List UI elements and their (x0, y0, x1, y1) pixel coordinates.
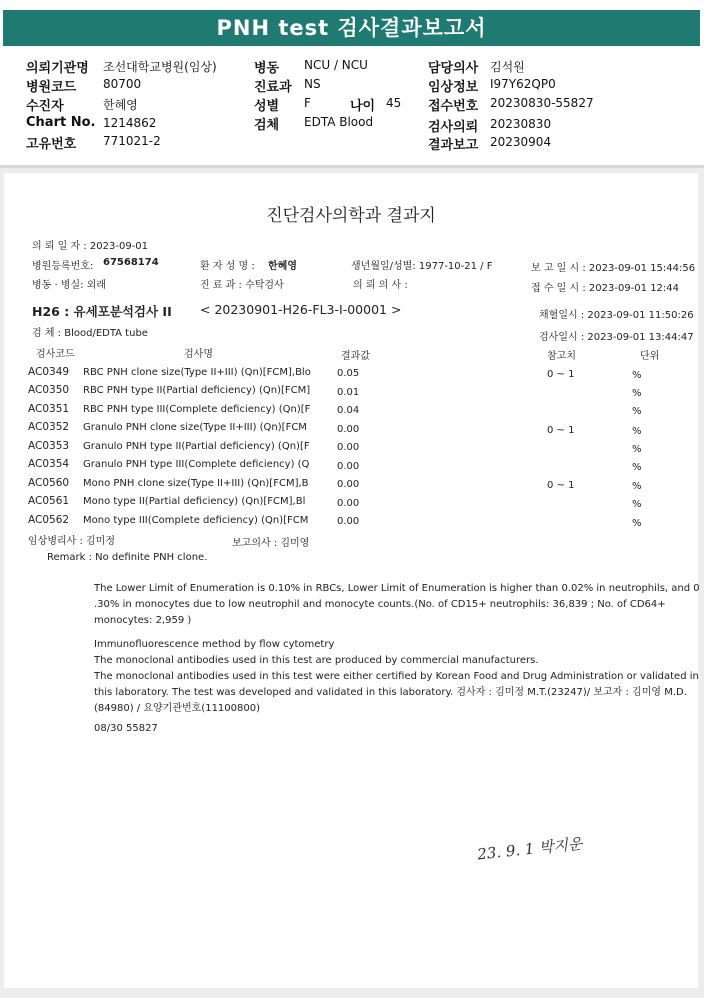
row-unit: % (632, 481, 642, 492)
row-unit: % (632, 518, 642, 529)
receipt-datetime: 접 수 일 시 : 2023-09-01 12:44 (531, 283, 680, 294)
report-header: PNH test 검사결과보고서 의뢰기관명 조선대학교병원(임상) 병원코드 80700 수진자 한혜영 Chart No. 1214862 고유번호 771021-2 병동 NCU / NCU 진료과 NS 성별 F 나이 45 검체 EDTA Blood 담당의사 김석원 임상정보 I97Y62QP0 접수번호 20230830-55827 검사의뢰 20230830 결과보고 20230904 (0, 0, 704, 168)
sheet-title: 진단검사의학과 결과지 (266, 206, 436, 226)
specimen-type: 검 체 : Blood/EDTA tube (32, 328, 148, 339)
ward-room: 병동 · 병실: 외래 (32, 280, 107, 291)
remark: Remark : No definite PNH clone. (47, 552, 208, 563)
row-code: AC0353 (28, 440, 70, 452)
row-code: AC0349 (28, 366, 70, 378)
row-result: 0.00 (337, 498, 360, 509)
row-unit: % (632, 462, 642, 473)
row-result: 0.00 (337, 516, 360, 527)
clinical-department: 진 료 과 : 수탁검사 (200, 280, 284, 291)
row-test-name: RBC PNH type II(Partial deficiency) (Qn)[FCM] (83, 385, 311, 396)
row-result: 0.01 (337, 387, 360, 398)
row-test-name: Granulo PNH clone size(Type II+III) (Qn)[FCM (83, 422, 307, 433)
row-reference: 0 ~ 1 (547, 369, 575, 380)
registration-number: 67568174 (103, 257, 159, 268)
row-test-name: RBC PNH clone size(Type II+III) (Qn)[FCM],Blo (83, 367, 311, 378)
reporting-physician: 보고의사 : 김미영 (232, 538, 310, 549)
report-datetime: 보 고 일 시 : 2023-09-01 15:44:56 (531, 263, 696, 274)
row-result: 0.00 (337, 461, 360, 472)
row-unit: % (632, 370, 642, 381)
row-unit: % (632, 499, 642, 510)
registration-label: 병원등록번호: (32, 261, 94, 272)
row-code: AC0561 (28, 495, 70, 507)
column-header-code: 검사코드 (36, 349, 75, 360)
row-unit: % (632, 444, 642, 455)
patient-name: 한혜영 (268, 261, 297, 272)
row-result: 0.00 (337, 479, 360, 490)
method-note: Immunofluorescence method by flow cytometry The monoclonal antibodies used in this test are produced by commercial manufacturers. The monoclonal antibodies used in this test were either certified by Korean Food and Drug Administration or validated in this laboratory. The test was developed and validated in this laboratory. 검사자 : 김미정 M.T.(23247)/ 보고자 : 김미영 M.D. (84980) / 요양기관번호(11100800) (94, 639, 699, 714)
row-unit: % (632, 406, 642, 417)
patient-name-label: 환 자 성 명 : (200, 261, 255, 272)
row-test-name: Mono type III(Complete deficiency) (Qn)[FCM (83, 515, 309, 526)
column-header-unit: 단위 (640, 351, 660, 362)
row-result: 0.00 (337, 424, 360, 435)
row-test-name: Mono type II(Partial deficiency) (Qn)[FCM],Bl (83, 496, 306, 507)
row-code: AC0354 (28, 458, 70, 470)
enumeration-note: The Lower Limit of Enumeration is 0.10% in RBCs, Lower Limit of Enumeration is higher than 0.02% in neutrophils, and 0 .30% in monocytes due to low neutrophil and monocyte counts.(No. of CD15+ neutrophils: 36,839 ; No. of CD64+ monocytes: 2,959 ) (94, 583, 700, 626)
test-name: H26 : 유세포분석검사 II (32, 304, 172, 319)
requesting-doctor: 의 뢰 의 사 : (353, 280, 408, 291)
row-result: 0.05 (337, 368, 360, 379)
row-test-name: Granulo PNH type III(Complete deficiency) (Q (83, 459, 310, 470)
row-code: AC0560 (28, 477, 70, 489)
clinical-pathologist: 임상병리사 : 김미정 (28, 536, 116, 547)
row-code: AC0351 (28, 403, 70, 415)
birth-sex: 생년월일/성별: 1977-10-21 / F (351, 261, 493, 272)
accession-number: < 20230901-H26-FL3-I-00001 > (200, 302, 402, 317)
row-test-name: Mono PNH clone size(Type II+III) (Qn)[FCM],B (83, 478, 309, 489)
row-unit: % (632, 388, 642, 399)
row-code: AC0562 (28, 514, 70, 526)
exam-datetime: 검사일시 : 2023-09-01 13:44:47 (539, 332, 694, 343)
footer-code: 08/30 55827 (94, 723, 158, 734)
row-test-name: RBC PNH type III(Complete deficiency) (Qn)[F (83, 404, 311, 415)
row-result: 0.04 (337, 405, 360, 416)
header-divider (0, 165, 704, 168)
row-code: AC0352 (28, 421, 70, 433)
lab-result-sheet (4, 173, 698, 988)
handwritten-signature: 23. 9. 1 박지운 (476, 834, 584, 864)
row-reference: 0 ~ 1 (547, 480, 575, 491)
row-test-name: Granulo PNH type II(Partial deficiency) (Qn)[F (83, 441, 310, 452)
column-header-reference: 참고치 (547, 351, 576, 362)
row-reference: 0 ~ 1 (547, 425, 575, 436)
row-result: 0.00 (337, 442, 360, 453)
row-code: AC0350 (28, 384, 70, 396)
collection-datetime: 채혈일시 : 2023-09-01 11:50:26 (539, 310, 694, 321)
request-date: 의 뢰 일 자 : 2023-09-01 (32, 241, 149, 252)
column-header-result: 결과값 (341, 351, 370, 362)
column-header-name: 검사명 (184, 349, 213, 360)
row-unit: % (632, 426, 642, 437)
report-banner-title: PNH test 검사결과보고서 (3, 10, 700, 46)
